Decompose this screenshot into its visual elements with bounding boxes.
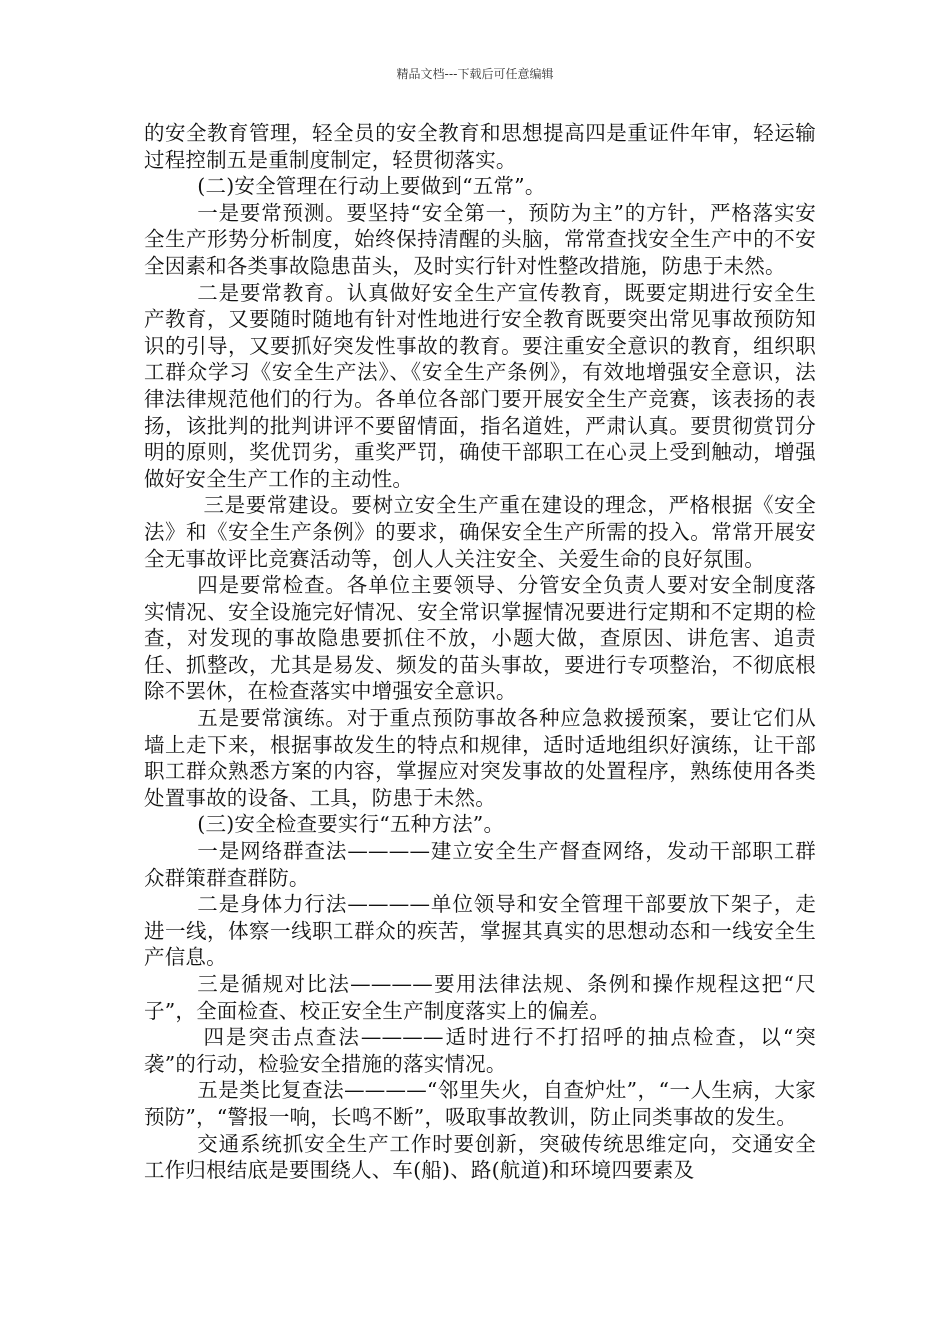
paragraph-5: 三是要常建设。要树立安全生产重在建设的理念，严格根据《安全法》和《安全生产条例》的要求，确保安全生产所需的投入。常常开展安全无事故评比竞赛活动等，创人人关注安全、关爱生命的良好氛围。	[144, 493, 816, 571]
paragraph-4: 二是要常教育。认真做好安全生产宣传教育，既要定期进行安全生产教育，又要随时随地有针对性地进行安全教育既要突出常见事故预防知识的引导，又要抓好突发性事故的教育。要注重安全意识的教育，组织职工群众学习《安全生产法》、《安全生产条例》，有效地增强安全意识，法律法律规范他们的行为。各单位各部门要开展安全生产竞赛，该表扬的表扬，该批判的批判讲评不要留情面，指名道姓，严肃认真。要贯彻赏罚分明的原则，奖优罚劣，重奖严罚，确使干部职工在心灵上受到触动，增强做好安全生产工作的主动性。	[144, 280, 816, 491]
paragraph-9: 一是网络群查法————建立安全生产督查网络，发动干部职工群众群策群查群防。	[144, 839, 816, 890]
paragraph-8: (三)安全检查要实行“五种方法”。	[197, 812, 505, 837]
paragraph-13: 五是类比复查法————“邻里失火，自查炉灶”，“一人生病，大家预防”，“警报一响，长鸣不断”，吸取事故教训，防止同类事故的发生。	[144, 1078, 816, 1129]
paragraph-7: 五是要常演练。对于重点预防事故各种应急救援预案，要让它们从墙上走下来，根据事故发生的特点和规律，适时适地组织好演练，让干部职工群众熟悉方案的内容，掌握应对突发事故的处置程序，熟练使用各类处置事故的设备、工具，防患于未然。	[144, 706, 816, 810]
paragraph-10: 二是身体力行法————单位领导和安全管理干部要放下架子，走进一线，体察一线职工群众的疾苦，掌握其真实的思想动态和一线安全生产信息。	[144, 892, 816, 970]
paragraph-14: 交通系统抓安全生产工作时要创新，突破传统思维定向，交通安全工作归根结底是要围绕人、车(船)、路(航道)和环境四要素及	[144, 1131, 816, 1183]
paragraph-1: 的安全教育管理，轻全员的安全教育和思想提高四是重证件年审，轻运输过程控制五是重制度制定，轻贯彻落实。	[144, 121, 816, 172]
paragraph-12: 四是突击点查法————适时进行不打招呼的抽点检查，以“突袭”的行动，检验安全措施的落实情况。	[144, 1025, 816, 1076]
document-body	[144, 120, 816, 1184]
page-header: 精品文档---下载后可任意编辑	[396, 67, 554, 81]
paragraph-6: 四是要常检查。各单位主要领导、分管安全负责人要对安全制度落实情况、安全设施完好情况、安全常识掌握情况要进行定期和不定期的检查，对发现的事故隐患要抓住不放，小题大做，查原因、讲危害、追责任、抓整改，尤其是易发、频发的苗头事故，要进行专项整治，不彻底根除不罢休，在检查落实中增强安全意识。	[144, 573, 816, 704]
paragraph-2: (二)安全管理在行动上要做到“五常”。	[197, 174, 546, 199]
paragraph-11: 三是循规对比法————要用法律法规、条例和操作规程这把“尺子”，全面检查、校正安全生产制度落实上的偏差。	[144, 972, 816, 1023]
paragraph-3: 一是要常预测。要坚持“安全第一，预防为主”的方针，严格落实安全生产形势分析制度，始终保持清醒的头脑，常常查找安全生产中的不安全因素和各类事故隐患苗头，及时实行针对性整改措施，防患于未然。	[144, 200, 816, 278]
